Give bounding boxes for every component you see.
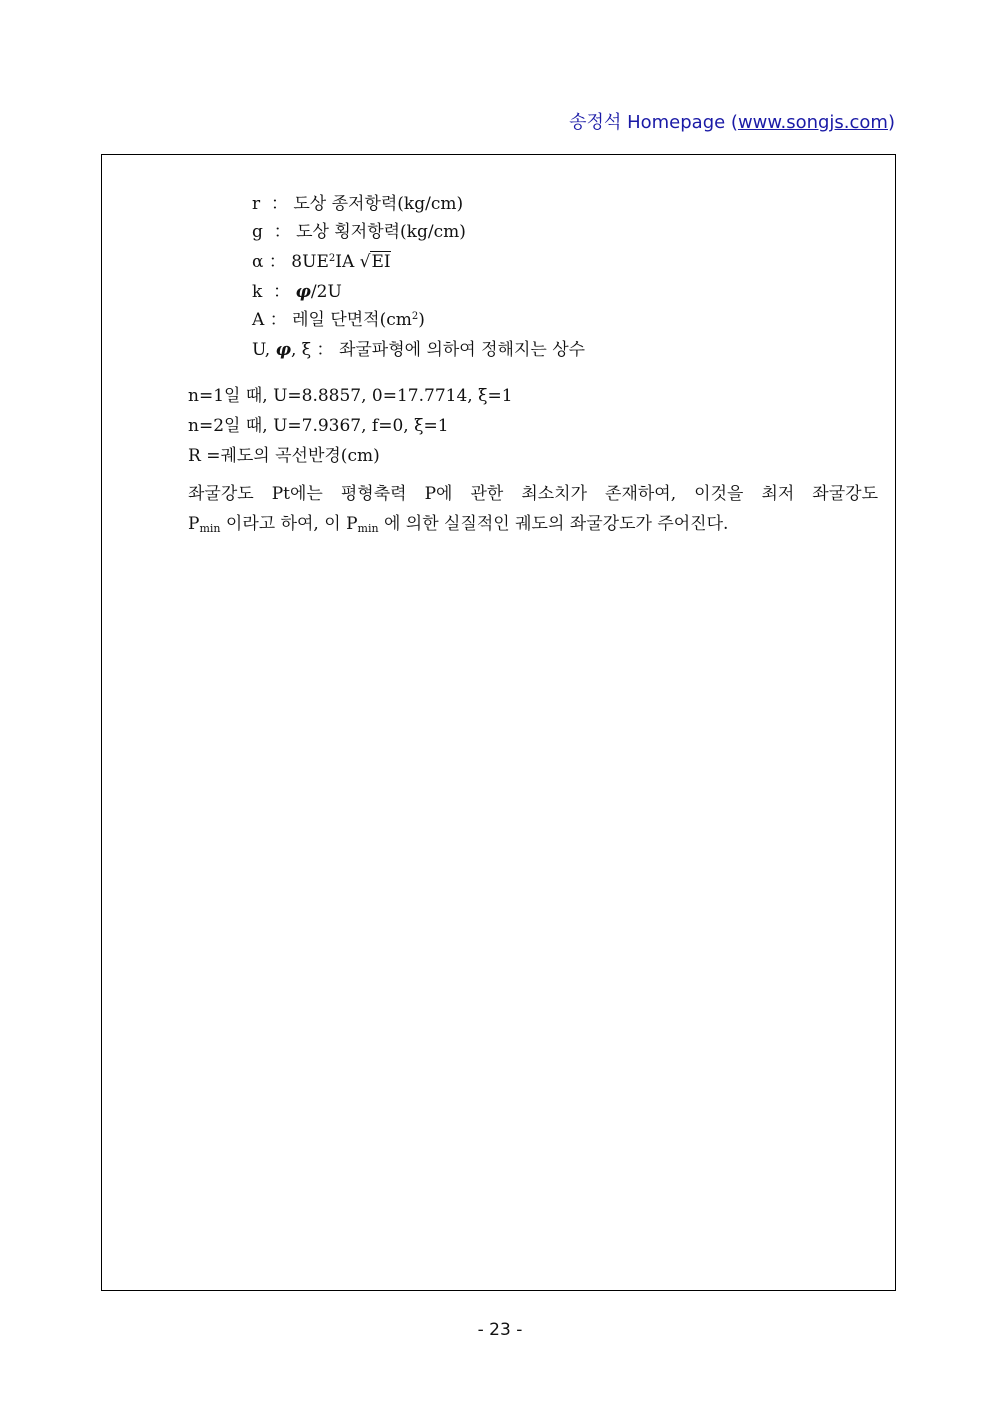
def-U-desc: 좌굴파형에 의하여 정해지는 상수 [338,340,586,360]
def-alpha-symbol: α [252,252,264,272]
def-A [252,310,425,330]
def-U-mid: , ξ [290,340,312,360]
page-number: - 23 - [477,1320,523,1340]
def-k-sep: ： [273,282,291,302]
header-site-label: Homepage [627,112,726,133]
header-url-link[interactable]: www.songjs.com [737,112,888,133]
content-frame [101,154,896,1291]
def-U-prefix: U, [252,340,271,360]
paragraph-sub1: min [199,522,221,535]
case-n1: n=1일 때, U=8.8857, 0=17.7714, ξ=1 [188,386,513,406]
paragraph-sub2: min [357,522,379,535]
def-g-symbol: g [252,222,263,242]
def-alpha-sep: ： [268,252,286,272]
sqrt-icon: √ [359,252,371,272]
def-k-symbol: k [252,282,263,302]
case-n2: n=2일 때, U=7.9367, f=0, ξ=1 [188,416,449,436]
def-U-phi: φ [275,340,291,360]
case-R: R =궤도의 곡선반경(cm) [188,446,380,466]
paragraph-line-1: 좌굴강도 Pt에는 평형축력 P에 관한 최소치가 존재하여, 이것을 최저 좌굴강도 [188,484,878,504]
paragraph-end: 에 의한 실질적인 궤도의 좌굴강도가 주어진다. [378,514,729,534]
def-A-desc-end: ) [418,310,425,330]
def-g-sep: ： [273,222,291,242]
def-r [252,194,463,214]
def-k [252,282,342,302]
def-g-desc: 도상 횡저항력(kg/cm) [296,222,466,242]
header-author: 송정석 [569,112,622,133]
def-r-symbol: r [252,194,261,214]
def-A-symbol: A [252,310,265,330]
def-A-desc: 레일 단면적(cm [292,310,412,330]
paragraph-p1: P [188,514,200,534]
paragraph-p2: P [346,514,358,534]
def-alpha-expr-a: 8UE [291,252,329,272]
def-k-expr: /2U [310,282,342,302]
def-U-sep: ： [316,340,334,360]
def-A-sep: ： [269,310,287,330]
paragraph-mid: 이라고 하여, 이 [220,514,347,534]
def-U [252,340,585,360]
page-header: 송정석 Homepage (www.songjs.com) [569,112,895,133]
def-alpha-expr-sup: 2 [328,253,336,264]
def-alpha-expr-b: IA [335,252,360,272]
def-r-desc: 도상 종저항력(kg/cm) [293,194,464,214]
def-k-phi: φ [295,282,311,302]
def-alpha-sqrt-arg: EI [371,252,391,272]
def-A-desc-sup: 2 [411,311,419,322]
def-r-sep: ： [270,194,288,214]
def-g [252,222,466,242]
paragraph-line-2 [188,514,728,534]
def-alpha [252,252,391,272]
